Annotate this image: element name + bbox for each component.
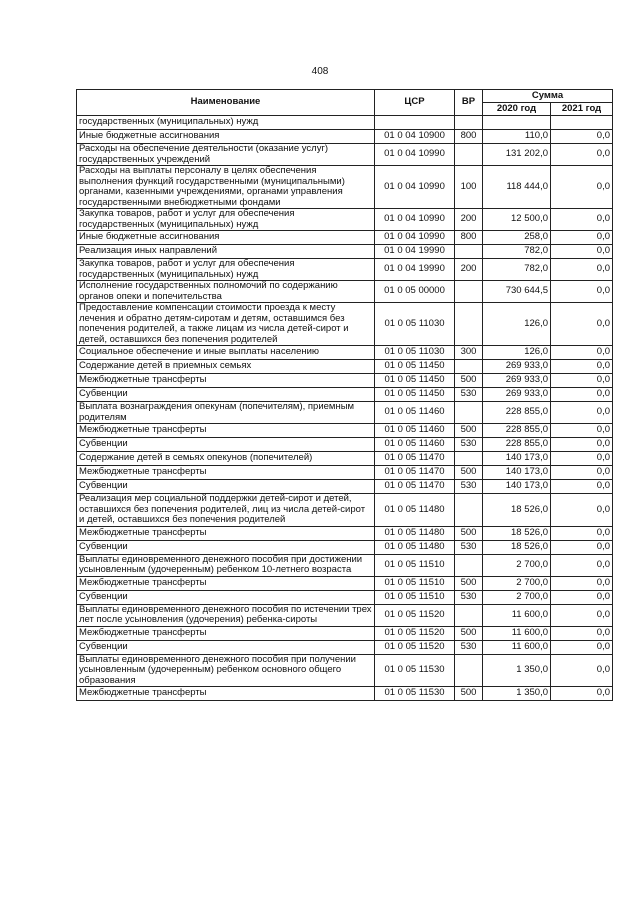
row-name: Субвенции (77, 540, 375, 554)
row-name: Реализация мер социальной поддержки детей-сирот и детей, оставшихся без попечения родителей, лиц из числа детей-сирот и детей, оставшихся без попечения родителей (77, 494, 375, 527)
row-2020: 140 173,0 (483, 480, 551, 494)
row-name: Субвенции (77, 640, 375, 654)
row-vr: 500 (455, 626, 483, 640)
table-row (77, 424, 613, 438)
row-vr: 800 (455, 130, 483, 144)
table-row (77, 604, 613, 626)
row-vr: 500 (455, 466, 483, 480)
table-row (77, 374, 613, 388)
table-row (77, 231, 613, 245)
row-name: Закупка товаров, работ и услуг для обеспечения государственных (муниципальных) нужд (77, 259, 375, 281)
row-2021: 0,0 (551, 480, 613, 494)
row-2021: 0,0 (551, 424, 613, 438)
row-csr: 01 0 04 10990 (375, 166, 455, 209)
row-csr: 01 0 04 10900 (375, 130, 455, 144)
row-name: Субвенции (77, 388, 375, 402)
row-csr: 01 0 05 00000 (375, 281, 455, 303)
row-2020: 140 173,0 (483, 452, 551, 466)
row-csr: 01 0 05 11470 (375, 466, 455, 480)
row-csr: 01 0 04 19990 (375, 259, 455, 281)
row-csr: 01 0 05 11480 (375, 494, 455, 527)
row-2021 (551, 116, 613, 130)
row-csr: 01 0 05 11450 (375, 360, 455, 374)
row-name: Межбюджетные трансферты (77, 424, 375, 438)
row-2020: 269 933,0 (483, 360, 551, 374)
row-csr: 01 0 04 10990 (375, 231, 455, 245)
table-row (77, 590, 613, 604)
row-2021: 0,0 (551, 494, 613, 527)
row-2021: 0,0 (551, 231, 613, 245)
row-name: Межбюджетные трансферты (77, 374, 375, 388)
table-row (77, 360, 613, 374)
table-row (77, 166, 613, 209)
row-name: Субвенции (77, 480, 375, 494)
table-row (77, 388, 613, 402)
row-csr: 01 0 05 11510 (375, 576, 455, 590)
row-2020: 12 500,0 (483, 209, 551, 231)
row-csr: 01 0 05 11510 (375, 590, 455, 604)
table-row (77, 626, 613, 640)
row-csr: 01 0 05 11030 (375, 303, 455, 346)
row-csr: 01 0 05 11470 (375, 480, 455, 494)
row-2021: 0,0 (551, 654, 613, 687)
row-csr (375, 116, 455, 130)
row-vr: 800 (455, 231, 483, 245)
row-name: Расходы на обеспечение деятельности (оказание услуг) государственных учреждений (77, 144, 375, 166)
row-vr: 500 (455, 374, 483, 388)
table-row (77, 438, 613, 452)
row-2021: 0,0 (551, 438, 613, 452)
row-2021: 0,0 (551, 626, 613, 640)
header-year-2020: 2020 год (483, 103, 551, 116)
table-row (77, 281, 613, 303)
row-name: Выплаты единовременного денежного пособия по истечении трех лет после усыновления (удочерения) ребенка-сироты (77, 604, 375, 626)
row-2020: 11 600,0 (483, 626, 551, 640)
table-row (77, 130, 613, 144)
row-name: Выплаты единовременного денежного пособия при получении усыновленным (удочеренным) ребенком основного общего образования (77, 654, 375, 687)
row-vr (455, 144, 483, 166)
row-csr: 01 0 05 11480 (375, 540, 455, 554)
row-2020: 1 350,0 (483, 687, 551, 701)
row-2020: 131 202,0 (483, 144, 551, 166)
row-name: Расходы на выплаты персоналу в целях обеспечения выполнения функций государственными (муниципальными) органами, казенными учреждениями, органами управления государственными внебюджетными фондами (77, 166, 375, 209)
row-2021: 0,0 (551, 576, 613, 590)
header-name: Наименование (77, 90, 375, 116)
row-2020: 228 855,0 (483, 438, 551, 452)
table-row (77, 576, 613, 590)
row-csr: 01 0 04 10990 (375, 144, 455, 166)
row-2020: 11 600,0 (483, 604, 551, 626)
page-number: 408 (311, 66, 329, 77)
row-csr: 01 0 05 11520 (375, 640, 455, 654)
row-vr (455, 245, 483, 259)
table-row (77, 687, 613, 701)
row-2020: 18 526,0 (483, 540, 551, 554)
row-vr (455, 116, 483, 130)
budget-table (76, 89, 613, 701)
row-name: Межбюджетные трансферты (77, 576, 375, 590)
row-vr: 530 (455, 438, 483, 452)
row-name: Содержание детей в семьях опекунов (попечителей) (77, 452, 375, 466)
row-name: Социальное обеспечение и иные выплаты населению (77, 346, 375, 360)
row-vr (455, 654, 483, 687)
row-csr: 01 0 05 11520 (375, 604, 455, 626)
row-2021: 0,0 (551, 388, 613, 402)
row-2020: 18 526,0 (483, 494, 551, 527)
row-2021: 0,0 (551, 303, 613, 346)
row-csr: 01 0 05 11480 (375, 526, 455, 540)
table-row (77, 259, 613, 281)
table-row (77, 303, 613, 346)
row-2020: 1 350,0 (483, 654, 551, 687)
table-row (77, 540, 613, 554)
row-vr (455, 402, 483, 424)
row-csr: 01 0 05 11450 (375, 388, 455, 402)
row-2021: 0,0 (551, 526, 613, 540)
row-name: Иные бюджетные ассигнования (77, 130, 375, 144)
row-csr: 01 0 05 11460 (375, 424, 455, 438)
table-row (77, 640, 613, 654)
row-csr: 01 0 05 11470 (375, 452, 455, 466)
table-row (77, 346, 613, 360)
header-vr: ВР (455, 90, 483, 116)
row-name: Исполнение государственных полномочий по содержанию органов опеки и попечительства (77, 281, 375, 303)
row-vr (455, 360, 483, 374)
row-2020: 110,0 (483, 130, 551, 144)
row-2021: 0,0 (551, 245, 613, 259)
header-year-2021: 2021 год (551, 103, 613, 116)
row-name: Субвенции (77, 590, 375, 604)
row-2020: 269 933,0 (483, 374, 551, 388)
row-csr: 01 0 04 19990 (375, 245, 455, 259)
row-vr (455, 303, 483, 346)
row-vr: 530 (455, 590, 483, 604)
row-name: Межбюджетные трансферты (77, 466, 375, 480)
row-name: Содержание детей в приемных семьях (77, 360, 375, 374)
row-csr: 01 0 05 11530 (375, 654, 455, 687)
row-2021: 0,0 (551, 360, 613, 374)
table-row (77, 526, 613, 540)
row-2021: 0,0 (551, 144, 613, 166)
row-2021: 0,0 (551, 346, 613, 360)
table-row (77, 245, 613, 259)
header-sum: Сумма (483, 90, 613, 103)
row-name: Иные бюджетные ассигнования (77, 231, 375, 245)
row-vr (455, 604, 483, 626)
table-row (77, 144, 613, 166)
row-2021: 0,0 (551, 590, 613, 604)
row-2020: 2 700,0 (483, 576, 551, 590)
row-2020: 118 444,0 (483, 166, 551, 209)
table-body (77, 116, 613, 701)
row-2020: 11 600,0 (483, 640, 551, 654)
table-row (77, 480, 613, 494)
table-row (77, 654, 613, 687)
row-name: Субвенции (77, 438, 375, 452)
row-csr: 01 0 05 11510 (375, 554, 455, 576)
row-name: Межбюджетные трансферты (77, 526, 375, 540)
row-csr: 01 0 05 11460 (375, 402, 455, 424)
row-vr (455, 452, 483, 466)
table-row (77, 116, 613, 130)
row-csr: 01 0 05 11530 (375, 687, 455, 701)
row-2020: 730 644,5 (483, 281, 551, 303)
row-2021: 0,0 (551, 374, 613, 388)
row-name: Межбюджетные трансферты (77, 626, 375, 640)
row-vr: 300 (455, 346, 483, 360)
row-name: государственных (муниципальных) нужд (77, 116, 375, 130)
row-2020: 18 526,0 (483, 526, 551, 540)
row-vr: 530 (455, 540, 483, 554)
row-2021: 0,0 (551, 640, 613, 654)
row-2021: 0,0 (551, 130, 613, 144)
row-2021: 0,0 (551, 554, 613, 576)
row-2021: 0,0 (551, 259, 613, 281)
row-vr: 200 (455, 259, 483, 281)
row-2021: 0,0 (551, 466, 613, 480)
row-2020: 258,0 (483, 231, 551, 245)
row-name: Реализация иных направлений (77, 245, 375, 259)
table-row (77, 466, 613, 480)
table-row (77, 494, 613, 527)
row-name: Выплаты единовременного денежного пособия при достижении усыновленным (удочеренным) ребенком 10-летнего возраста (77, 554, 375, 576)
row-2021: 0,0 (551, 209, 613, 231)
row-csr: 01 0 05 11450 (375, 374, 455, 388)
row-csr: 01 0 04 10990 (375, 209, 455, 231)
row-2021: 0,0 (551, 452, 613, 466)
row-csr: 01 0 05 11460 (375, 438, 455, 452)
table-row (77, 554, 613, 576)
header-csr: ЦСР (375, 90, 455, 116)
row-2020: 782,0 (483, 245, 551, 259)
row-2021: 0,0 (551, 604, 613, 626)
row-2020: 140 173,0 (483, 466, 551, 480)
row-2020: 782,0 (483, 259, 551, 281)
row-vr: 500 (455, 424, 483, 438)
row-vr (455, 281, 483, 303)
table-row (77, 452, 613, 466)
row-vr: 530 (455, 480, 483, 494)
row-2020: 126,0 (483, 303, 551, 346)
row-2021: 0,0 (551, 540, 613, 554)
table-row (77, 402, 613, 424)
row-vr: 500 (455, 576, 483, 590)
row-2020: 228 855,0 (483, 402, 551, 424)
row-csr: 01 0 05 11030 (375, 346, 455, 360)
row-vr: 530 (455, 640, 483, 654)
row-vr (455, 554, 483, 576)
row-vr: 500 (455, 687, 483, 701)
row-2020: 2 700,0 (483, 554, 551, 576)
row-name: Выплата вознаграждения опекунам (попечителям), приемным родителям (77, 402, 375, 424)
row-vr: 100 (455, 166, 483, 209)
row-name: Межбюджетные трансферты (77, 687, 375, 701)
row-2021: 0,0 (551, 687, 613, 701)
row-csr: 01 0 05 11520 (375, 626, 455, 640)
table-row (77, 209, 613, 231)
row-2021: 0,0 (551, 166, 613, 209)
row-2021: 0,0 (551, 402, 613, 424)
row-name: Предоставление компенсации стоимости проезда к месту лечения и обратно детям-сиротам и детям, оставшимся без попечения родителей, а также лицам из числа детей-сирот и детей, оставшихся без попечения родителей (77, 303, 375, 346)
row-2020: 126,0 (483, 346, 551, 360)
row-vr: 200 (455, 209, 483, 231)
row-vr (455, 494, 483, 527)
row-vr: 500 (455, 526, 483, 540)
row-2020: 269 933,0 (483, 388, 551, 402)
row-2020: 2 700,0 (483, 590, 551, 604)
row-2020: 228 855,0 (483, 424, 551, 438)
row-2021: 0,0 (551, 281, 613, 303)
row-name: Закупка товаров, работ и услуг для обеспечения государственных (муниципальных) нужд (77, 209, 375, 231)
row-2020 (483, 116, 551, 130)
row-vr: 530 (455, 388, 483, 402)
